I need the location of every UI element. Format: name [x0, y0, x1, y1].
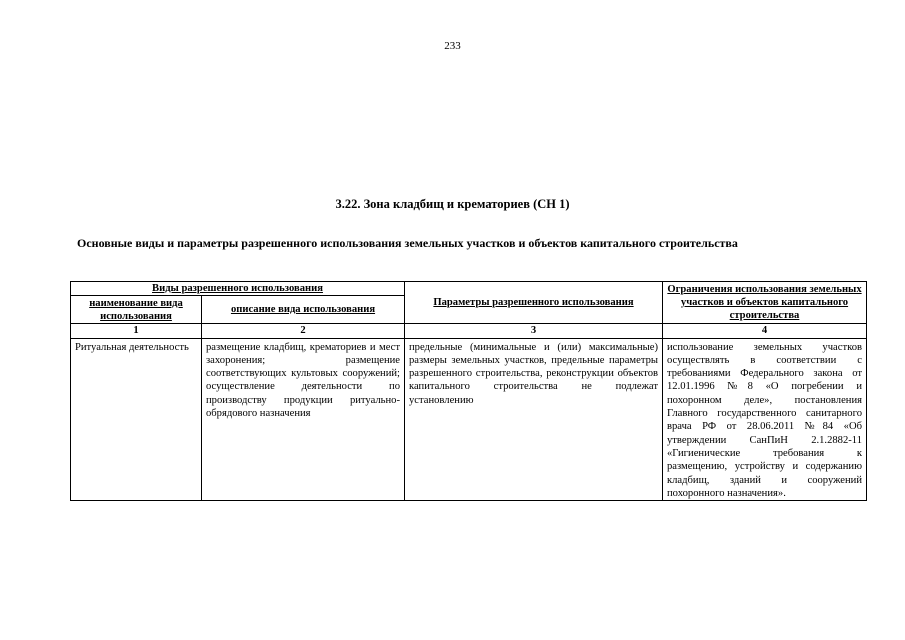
page-number: 233	[444, 40, 461, 52]
column-number: 2	[202, 324, 405, 338]
parameters-cell: предельные (минимальные и (или) максимальные) размеры земельных участков, предельные параметры разрешенного строительства, реконструкции объектов капитального строительства не подлежат установлению	[405, 338, 663, 501]
table-caption: Основные виды и параметры разрешенного использования земельных участков и объектов капитального строительства	[77, 236, 738, 250]
header-use-name: наименование вида использования	[71, 296, 202, 324]
use-name-cell: Ритуальная деятельность	[71, 338, 202, 501]
table-row	[71, 338, 867, 501]
use-description-cell: размещение кладбищ, крематориев и мест захоронения; размещение соответствующих культовых сооружений; осуществление деятельности по производству продукции ритуально-обрядового назначения	[202, 338, 405, 501]
column-number: 1	[71, 324, 202, 338]
header-group-use-types: Виды разрешенного использования	[71, 282, 405, 296]
section-title: 3.22. Зона кладбищ и крематориев (СН 1)	[335, 197, 570, 211]
header-use-description: описание вида использования	[202, 296, 405, 324]
land-use-table	[70, 281, 867, 501]
restrictions-cell: использование земельных участков осуществлять в соответствии с требованиями Федерального закона от 12.01.1996 №8 «О погребении и похоронном деле», постановления Главного государственного санитарного врача РФ от 28.06.2011 №84 «Об утверждении СанПиН 2.1.2882-11 «Гигиенические требования к размещению, устройству и содержанию кладбищ, зданий и сооружений похоронного назначения».	[663, 338, 867, 501]
column-number-row	[71, 324, 867, 338]
header-parameters: Параметры разрешенного использования	[405, 282, 663, 324]
column-number: 4	[663, 324, 867, 338]
header-restrictions: Ограничения использования земельных участков и объектов капитального строительства	[663, 282, 867, 324]
column-number: 3	[405, 324, 663, 338]
